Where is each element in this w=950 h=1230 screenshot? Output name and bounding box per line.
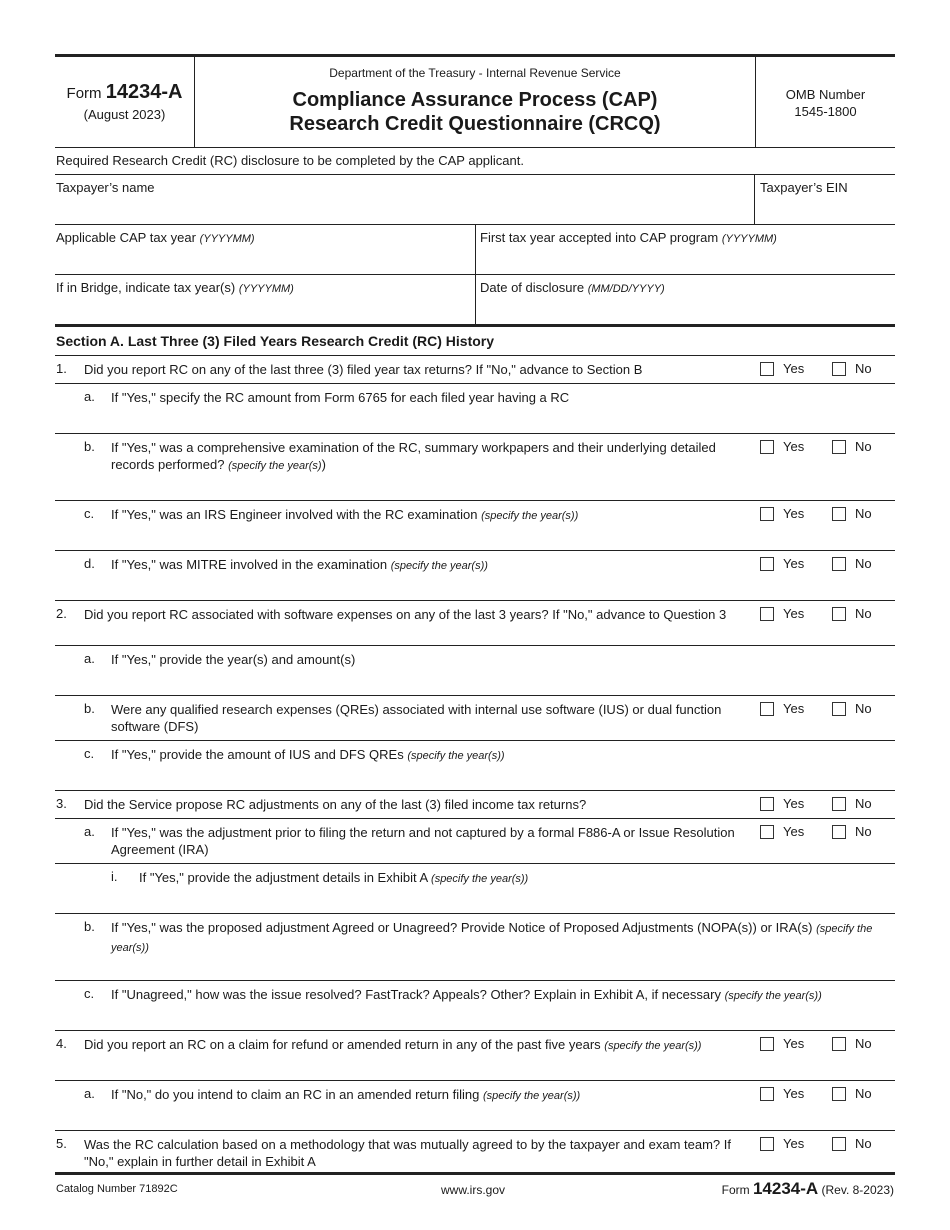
question-1d <box>55 551 895 601</box>
question-number: 3. <box>56 796 67 811</box>
tax-year-row <box>55 225 895 275</box>
question-number: a. <box>84 1086 95 1101</box>
form-date: (August 2023) <box>83 107 166 122</box>
yes-no-group <box>760 439 900 457</box>
taxpayer-row <box>55 175 895 225</box>
question-hint: (specify the year(s)) <box>111 923 873 954</box>
no-checkbox[interactable] <box>832 362 846 376</box>
no-checkbox[interactable] <box>832 557 846 571</box>
website-link[interactable]: www.irs.gov <box>441 1183 506 1197</box>
question-text: Did you report RC on any of the last three (3) filed year tax returns? If "No," advance to Section B <box>84 362 643 377</box>
no-label: No <box>855 606 872 621</box>
yes-label: Yes <box>783 796 805 811</box>
form-id-box <box>55 57 195 147</box>
yes-label: Yes <box>783 824 805 839</box>
no-label: No <box>855 439 872 454</box>
question-main-text: If "Yes," was the proposed adjustment Agreed or Unagreed? Provide Notice of Proposed Adjustments (NOPA(s)) or IRA(s) <box>111 920 817 935</box>
question-main-text: If "Yes," provide the amount of IUS and DFS QREs <box>111 747 408 762</box>
no-checkbox[interactable] <box>832 607 846 621</box>
yes-label: Yes <box>783 556 805 571</box>
yes-checkbox[interactable] <box>760 702 774 716</box>
question-main-text: If "Yes," was MITRE involved in the examination <box>111 557 391 572</box>
taxpayer-ein-label: Taxpayer’s EIN <box>760 180 848 195</box>
form-title-line1: Compliance Assurance Process (CAP) <box>292 89 658 111</box>
cap-tax-year-field[interactable] <box>55 225 476 274</box>
footer-form-number: 14234-A <box>752 1179 819 1198</box>
question-hint: (specify the year(s)) <box>407 750 505 762</box>
question-number: b. <box>84 701 95 716</box>
yes-checkbox[interactable] <box>760 507 774 521</box>
no-label: No <box>855 1136 872 1151</box>
question-text: Were any qualified research expenses (QREs) associated with internal use software (IUS) or dual function software (DFS) <box>111 702 722 734</box>
question-number: c. <box>84 986 95 1001</box>
question-text: If "Yes," provide the year(s) and amount(s) <box>111 652 356 667</box>
no-checkbox[interactable] <box>832 702 846 716</box>
question-number: 1. <box>56 361 67 376</box>
no-checkbox[interactable] <box>832 1087 846 1101</box>
taxpayer-name-label: Taxpayer’s name <box>56 180 155 195</box>
question-number: c. <box>84 746 95 761</box>
question-text: If "Yes," was the adjustment prior to filing the return and not captured by a formal F886-A or Issue Resolution Agreement (IRA) <box>111 825 735 857</box>
question-2 <box>55 601 895 646</box>
question-text: Did the Service propose RC adjustments on any of the last (3) filed income tax returns? <box>84 797 587 812</box>
question-3 <box>55 791 895 819</box>
question-text <box>111 919 891 957</box>
yes-checkbox[interactable] <box>760 557 774 571</box>
yes-label: Yes <box>783 606 805 621</box>
yes-no-group <box>760 1036 900 1054</box>
question-tail: ) <box>321 457 326 472</box>
yes-no-group <box>760 701 900 719</box>
no-checkbox[interactable] <box>832 1037 846 1051</box>
question-1b <box>55 434 895 501</box>
question-number: a. <box>84 651 95 666</box>
no-label: No <box>855 506 872 521</box>
question-main-text: If "Yes," was an IRS Engineer involved with the RC examination <box>111 507 482 522</box>
cap-tax-year-hint: (YYYYMM) <box>199 233 255 245</box>
yes-checkbox[interactable] <box>760 607 774 621</box>
question-3c[interactable] <box>55 981 895 1031</box>
question-number: b. <box>84 439 95 454</box>
footer-form-word: Form <box>721 1183 750 1197</box>
question-number: 4. <box>56 1036 67 1051</box>
question-hint: (specify the year(s)) <box>604 1040 702 1052</box>
question-number: b. <box>84 919 95 934</box>
yes-checkbox[interactable] <box>760 825 774 839</box>
question-1a[interactable] <box>55 384 895 434</box>
question-text: Did you report RC associated with software expenses on any of the last 3 years? If "No," advance to Question 3 <box>84 607 727 622</box>
no-label: No <box>855 1086 872 1101</box>
question-number: 2. <box>56 606 67 621</box>
yes-label: Yes <box>783 1036 805 1051</box>
question-text <box>139 869 759 888</box>
question-2a[interactable] <box>55 646 895 696</box>
catalog-number: Catalog Number 71892C <box>56 1183 178 1195</box>
bridge-year-hint: (YYYYMM) <box>238 283 294 295</box>
form-header <box>55 54 895 148</box>
form-number: 14234-A <box>105 81 183 103</box>
question-text <box>111 986 895 1005</box>
no-label: No <box>855 361 872 376</box>
omb-number: 1545-1800 <box>794 104 857 119</box>
question-4a <box>55 1081 895 1131</box>
yes-checkbox[interactable] <box>760 1137 774 1151</box>
bridge-row <box>55 275 895 325</box>
question-1 <box>55 356 895 384</box>
bridge-year-field[interactable] <box>55 275 476 324</box>
no-label: No <box>855 701 872 716</box>
yes-no-group <box>760 361 900 379</box>
section-a-title: Section A. Last Three (3) Filed Years Research Credit (RC) History <box>55 325 895 356</box>
question-5 <box>55 1131 895 1173</box>
question-main-text: If "Yes," provide the adjustment details in Exhibit A <box>139 870 432 885</box>
question-3a-i[interactable] <box>55 864 895 914</box>
cap-tax-year-label: Applicable CAP tax year <box>56 230 196 245</box>
yes-label: Yes <box>783 506 805 521</box>
taxpayer-name-field[interactable] <box>55 175 755 224</box>
yes-no-group <box>760 796 900 814</box>
form-footer <box>55 1172 895 1205</box>
question-number: c. <box>84 506 95 521</box>
disclosure-date-label: Date of disclosure <box>480 280 585 295</box>
no-label: No <box>855 556 872 571</box>
yes-label: Yes <box>783 701 805 716</box>
no-checkbox[interactable] <box>832 507 846 521</box>
question-number: a. <box>84 389 95 404</box>
question-1c <box>55 501 895 551</box>
question-3a <box>55 819 895 864</box>
yes-label: Yes <box>783 1136 805 1151</box>
form-title-line2: Research Credit Questionnaire (CRCQ) <box>289 113 661 135</box>
required-note: Required Research Credit (RC) disclosure to be completed by the CAP applicant. <box>55 148 895 175</box>
no-label: No <box>855 796 872 811</box>
yes-no-group <box>760 1136 900 1154</box>
question-hint: (specify the year(s)) <box>724 990 822 1002</box>
department-line: Department of the Treasury - Internal Revenue Service <box>329 66 621 80</box>
yes-label: Yes <box>783 439 805 454</box>
yes-checkbox[interactable] <box>760 1087 774 1101</box>
question-main-text: If "Unagreed," how was the issue resolved? FastTrack? Appeals? Other? Explain in Exhibit A, if necessary <box>111 987 725 1002</box>
yes-checkbox[interactable] <box>760 440 774 454</box>
question-text <box>84 1036 760 1055</box>
no-label: No <box>855 824 872 839</box>
question-text <box>111 1086 751 1105</box>
question-hint: (specify the year(s)) <box>481 510 579 522</box>
question-text <box>111 746 751 765</box>
no-checkbox[interactable] <box>832 1137 846 1151</box>
disclosure-date-hint: (MM/DD/YYYY) <box>587 283 665 295</box>
omb-label: OMB Number <box>785 87 866 102</box>
question-number: 5. <box>56 1136 67 1151</box>
first-tax-year-label: First tax year accepted into CAP program <box>480 230 719 245</box>
question-hint: (specify the year(s)) <box>483 1090 581 1102</box>
yes-label: Yes <box>783 361 805 376</box>
omb-box <box>755 57 895 147</box>
question-number: i. <box>111 869 118 884</box>
no-checkbox[interactable] <box>832 825 846 839</box>
question-2c[interactable] <box>55 741 895 791</box>
yes-no-group <box>760 556 900 574</box>
form-page <box>55 54 895 1173</box>
question-number: d. <box>84 556 95 571</box>
question-main-text: If "No," do you intend to claim an RC in an amended return filing <box>111 1087 483 1102</box>
yes-no-group <box>760 1086 900 1104</box>
footer-form-id <box>722 1179 894 1199</box>
bridge-year-label: If in Bridge, indicate tax year(s) <box>56 280 236 295</box>
question-text: Was the RC calculation based on a methodology that was mutually agreed to by the taxpayer and exam team? If "No," explain in further detail in Exhibit A <box>84 1137 731 1169</box>
question-3b[interactable] <box>55 914 895 981</box>
yes-checkbox[interactable] <box>760 797 774 811</box>
yes-checkbox[interactable] <box>760 362 774 376</box>
question-hint: (specify the year(s)) <box>390 560 488 572</box>
question-number: a. <box>84 824 95 839</box>
question-text: If "Yes," specify the RC amount from Form 6765 for each filed year having a RC <box>111 390 570 405</box>
no-checkbox[interactable] <box>832 440 846 454</box>
question-main-text: Did you report an RC on a claim for refund or amended return in any of the past five years <box>84 1037 605 1052</box>
form-word: Form <box>66 85 102 102</box>
yes-label: Yes <box>783 1086 805 1101</box>
no-checkbox[interactable] <box>832 797 846 811</box>
yes-no-group <box>760 506 900 524</box>
yes-no-group <box>760 606 900 624</box>
question-text <box>111 506 751 525</box>
question-2b <box>55 696 895 741</box>
yes-checkbox[interactable] <box>760 1037 774 1051</box>
yes-no-group <box>760 824 900 842</box>
question-4 <box>55 1031 895 1081</box>
taxpayer-ein-field[interactable] <box>755 175 895 224</box>
question-hint: (specify the year(s) <box>228 460 322 472</box>
question-main-text: If "Yes," was a comprehensive examination of the RC, summary workpapers and their underlying detailed records performed? <box>111 440 716 472</box>
first-tax-year-field[interactable] <box>476 225 895 274</box>
first-tax-year-hint: (YYYYMM) <box>721 233 777 245</box>
form-title-box <box>195 57 755 147</box>
question-text <box>111 556 751 575</box>
question-text <box>111 439 751 475</box>
no-label: No <box>855 1036 872 1051</box>
footer-revision: (Rev. 8-2023) <box>821 1183 894 1197</box>
question-hint: (specify the year(s)) <box>431 873 529 885</box>
disclosure-date-field[interactable] <box>476 275 895 324</box>
